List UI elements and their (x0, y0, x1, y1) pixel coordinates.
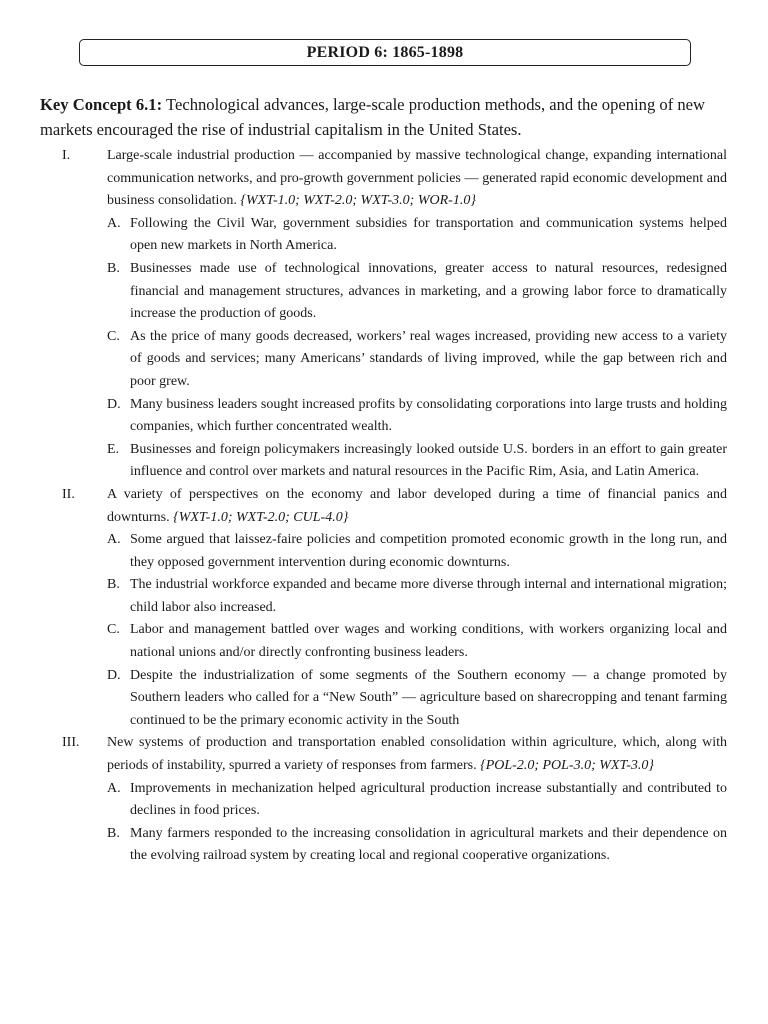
key-concept-text: Technological advances, large-scale production methods, and the opening of new markets encouraged the rise of industrial capitalism in the United States. (40, 95, 706, 139)
item-text: Despite the industrialization of some segments of the Southern economy — a change promoted by Southern leaders who called for a “New South” — agriculture based on sharecropping and tenant farming continued to be the primary economic activity in the South (130, 667, 727, 728)
period-title: PERIOD 6: 1865-1898 (306, 44, 464, 61)
list-item (0, 778, 768, 823)
list-item (0, 326, 768, 394)
section-text (107, 145, 727, 213)
item-text: Many farmers responded to the increasing consolidation in agricultural markets and their dependence on the evolving railroad system by creating local and regional cooperative organizations. (130, 825, 727, 864)
item-text: Labor and management battled over wages and working conditions, with workers organizing local and national unions and/or directly confronting business leaders. (130, 622, 727, 661)
section-i (0, 145, 768, 213)
list-item (0, 574, 768, 619)
section-body: A variety of perspectives on the economy and labor developed during a time of financial panics and downturns. (107, 486, 727, 525)
concept-outline (0, 145, 768, 868)
item-letter: C. (107, 622, 120, 638)
key-concept-label: Key Concept 6.1: (40, 95, 163, 114)
thematic-codes: {WXT-1.0; WXT-2.0; WXT-3.0; WOR-1.0} (240, 193, 476, 209)
item-text: Many business leaders sought increased profits by consolidating corporations into large trusts and holding companies, which further concentrated wealth. (130, 396, 727, 435)
section-numeral: I. (62, 148, 71, 163)
list-item (0, 439, 768, 484)
section-numeral: III. (62, 735, 80, 751)
item-text: Businesses made use of technological innovations, greater access to natural resources, redesigned financial and management structures, advances in marketing, and a growing labor force to dramatically increase the production of goods. (130, 260, 727, 322)
item-letter: B. (107, 577, 120, 593)
item-text: Businesses and foreign policymakers increasingly looked outside U.S. borders in an effort to gain greater influence and control over markets and natural resources in the Pacific Rim, Asia, and Latin America. (130, 441, 727, 480)
item-letter: D. (107, 396, 121, 412)
list-item (0, 619, 768, 664)
list-item (0, 394, 768, 439)
list-item (0, 823, 768, 868)
item-letter: B. (107, 825, 120, 841)
section-numeral: II. (62, 486, 75, 502)
item-letter: A. (107, 780, 121, 796)
section-text (107, 484, 727, 529)
item-letter: A. (107, 215, 121, 231)
list-item (0, 665, 768, 733)
list-item (0, 529, 768, 574)
key-concept (40, 92, 740, 142)
item-text: As the price of many goods decreased, workers’ real wages increased, providing new access to a variety of goods and services; many Americans’ standards of living improved, while the gap between rich and poor grew. (130, 328, 727, 389)
section-text (107, 732, 727, 777)
item-letter: D. (107, 667, 121, 683)
item-text: The industrial workforce expanded and became more diverse through internal and international migration; child labor also increased. (130, 577, 727, 615)
item-letter: B. (107, 260, 120, 276)
thematic-codes: {POL-2.0; POL-3.0; WXT-3.0} (480, 758, 654, 774)
item-letter: E. (107, 441, 120, 457)
section-ii (0, 484, 768, 529)
section-body: Large-scale industrial production — accompanied by massive technological change, expanding international communication networks, and pro-growth government policies — generated rapid economic development and business consolidation. (107, 148, 727, 209)
item-letter: A. (107, 532, 121, 548)
item-text: Following the Civil War, government subsidies for transportation and communication systems helped open new markets in North America. (130, 215, 727, 254)
thematic-codes: {WXT-1.0; WXT-2.0; CUL-4.0} (173, 509, 349, 525)
item-letter: C. (107, 328, 120, 344)
period-title-box (79, 39, 691, 66)
item-text: Some argued that laissez-faire policies and competition promoted economic growth in the long run, and they opposed government intervention during economic downturns. (130, 532, 727, 570)
section-body: New systems of production and transportation enabled consolidation within agriculture, which, along with periods of instability, spurred a variety of responses from farmers. (107, 735, 727, 774)
item-text: Improvements in mechanization helped agricultural production increase substantially and contributed to declines in food prices. (130, 780, 727, 819)
list-item (0, 258, 768, 326)
section-iii (0, 732, 768, 777)
list-item (0, 213, 768, 258)
